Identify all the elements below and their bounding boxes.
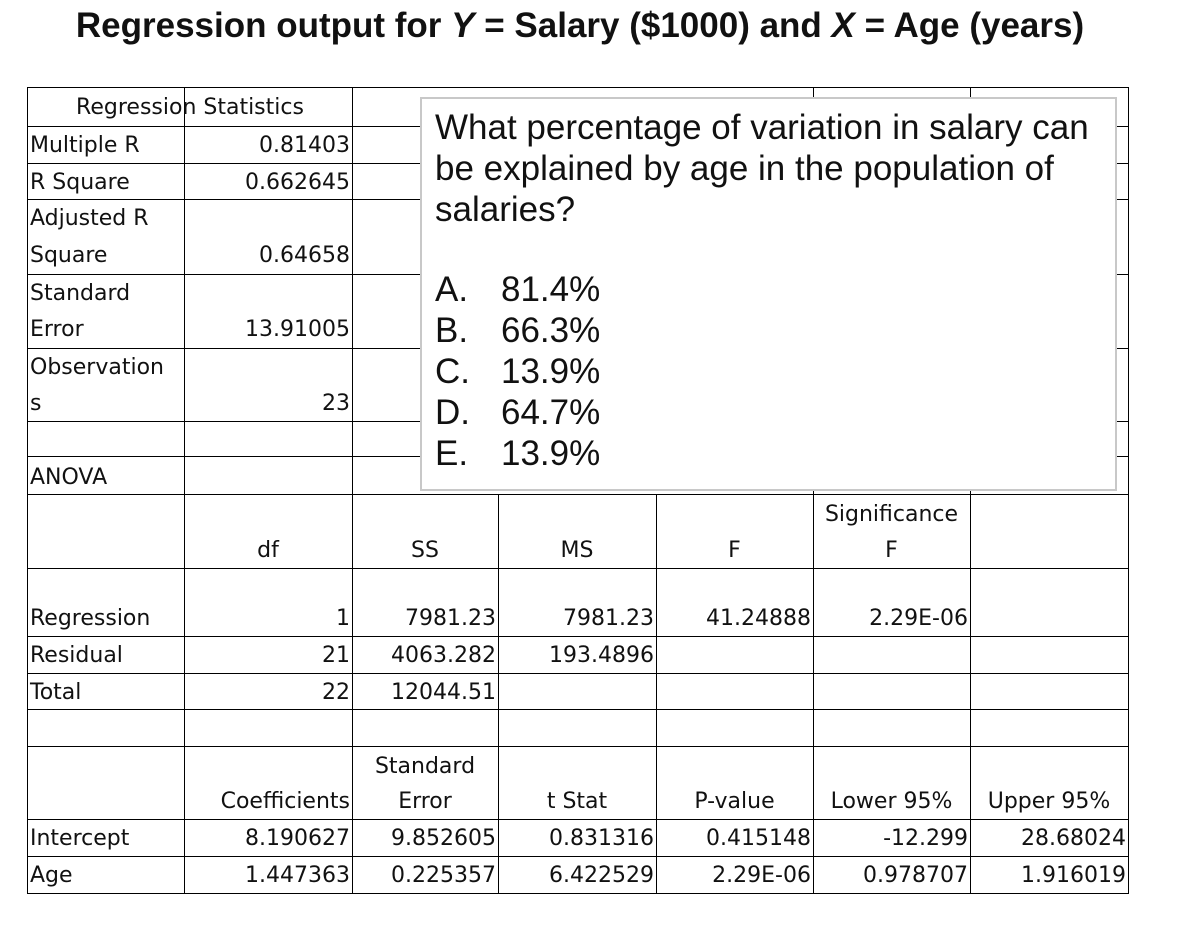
anova-header-f: F xyxy=(728,538,741,563)
age-standard-error: 0.225357 xyxy=(391,863,496,888)
age-t-stat: 6.422529 xyxy=(549,863,654,888)
anova-residual-ss: 4063.282 xyxy=(391,643,496,668)
x-variable: X xyxy=(831,6,855,45)
anova-total-df: 22 xyxy=(322,680,350,705)
coef-header-coefficients: Coefficients xyxy=(220,789,350,814)
intercept-label: Intercept xyxy=(30,826,130,851)
option-a[interactable]: A. 81.4% xyxy=(435,270,601,309)
age-coefficient: 1.447363 xyxy=(245,863,350,888)
anova-header-df: df xyxy=(257,538,279,563)
intercept-t-stat: 0.831316 xyxy=(549,826,654,851)
anova-regression-label: Regression xyxy=(30,606,151,631)
age-label: Age xyxy=(30,863,73,888)
adjusted-r-square-label-cont: Square xyxy=(30,243,108,268)
intercept-standard-error: 9.852605 xyxy=(391,826,496,851)
anova-regression-significance: 2.29E-06 xyxy=(869,606,968,631)
anova-regression-ms: 7981.23 xyxy=(563,606,654,631)
regression-statistics-header: Regression Statistics xyxy=(76,95,304,120)
anova-header-significance-cont: F xyxy=(885,538,898,563)
anova-total-ss: 12044.51 xyxy=(391,680,496,705)
question-box xyxy=(420,97,1117,491)
coef-header-standard-error-cont: Error xyxy=(398,789,452,814)
coef-header-standard-error: Standard xyxy=(374,754,476,779)
option-d[interactable]: D. 64.7% xyxy=(435,393,601,432)
age-p-value: 2.29E-06 xyxy=(712,863,811,888)
option-c[interactable]: C. 13.9% xyxy=(435,352,601,391)
anova-header-ms: MS xyxy=(560,538,594,563)
option-e[interactable]: E. 13.9% xyxy=(435,434,601,473)
y-variable: Y xyxy=(451,6,475,45)
coef-header-p-value: P-value xyxy=(694,789,775,814)
coef-header-upper-95: Upper 95% xyxy=(987,789,1111,814)
anova-regression-f: 41.24888 xyxy=(706,606,811,631)
anova-regression-df: 1 xyxy=(336,606,350,631)
question-text: What percentage of variation in salary can be explained by age in the population of salaries? xyxy=(435,108,1089,229)
coef-header-lower-95: Lower 95% xyxy=(830,789,953,814)
anova-header-significance: Significance xyxy=(824,502,959,527)
multiple-r-value: 0.81403 xyxy=(259,133,350,158)
r-square-label: R Square xyxy=(30,170,130,195)
observations-value: 23 xyxy=(322,391,350,416)
intercept-coefficient: 8.190627 xyxy=(245,826,350,851)
intercept-p-value: 0.415148 xyxy=(706,826,811,851)
intercept-lower-95: -12.299 xyxy=(883,826,968,851)
anova-total-label: Total xyxy=(30,680,82,705)
standard-error-label: Standard xyxy=(30,281,131,306)
anova-label: ANOVA xyxy=(30,465,108,490)
r-square-value: 0.662645 xyxy=(245,170,350,195)
answer-options xyxy=(435,269,600,474)
page-title: Regression output for Y = Salary ($1000) and X = Age (years) xyxy=(75,6,1085,45)
anova-residual-ms: 193.4896 xyxy=(549,643,654,668)
observations-label-cont: s xyxy=(30,391,42,416)
multiple-r-label: Multiple R xyxy=(30,133,140,158)
coef-header-t-stat: t Stat xyxy=(546,789,608,814)
anova-residual-label: Residual xyxy=(30,643,123,668)
age-lower-95: 0.978707 xyxy=(863,863,968,888)
age-upper-95: 1.916019 xyxy=(1021,863,1126,888)
anova-regression-ss: 7981.23 xyxy=(405,606,496,631)
standard-error-value: 13.91005 xyxy=(245,317,350,342)
observations-label: Observation xyxy=(30,355,164,380)
adjusted-r-square-value: 0.64658 xyxy=(259,243,350,268)
intercept-upper-95: 28.68024 xyxy=(1021,826,1126,851)
adjusted-r-square-label: Adjusted R xyxy=(30,206,149,231)
standard-error-label-cont: Error xyxy=(30,317,84,342)
anova-header-ss: SS xyxy=(411,538,439,563)
option-b[interactable]: B. 66.3% xyxy=(435,311,601,350)
anova-residual-df: 21 xyxy=(322,643,350,668)
